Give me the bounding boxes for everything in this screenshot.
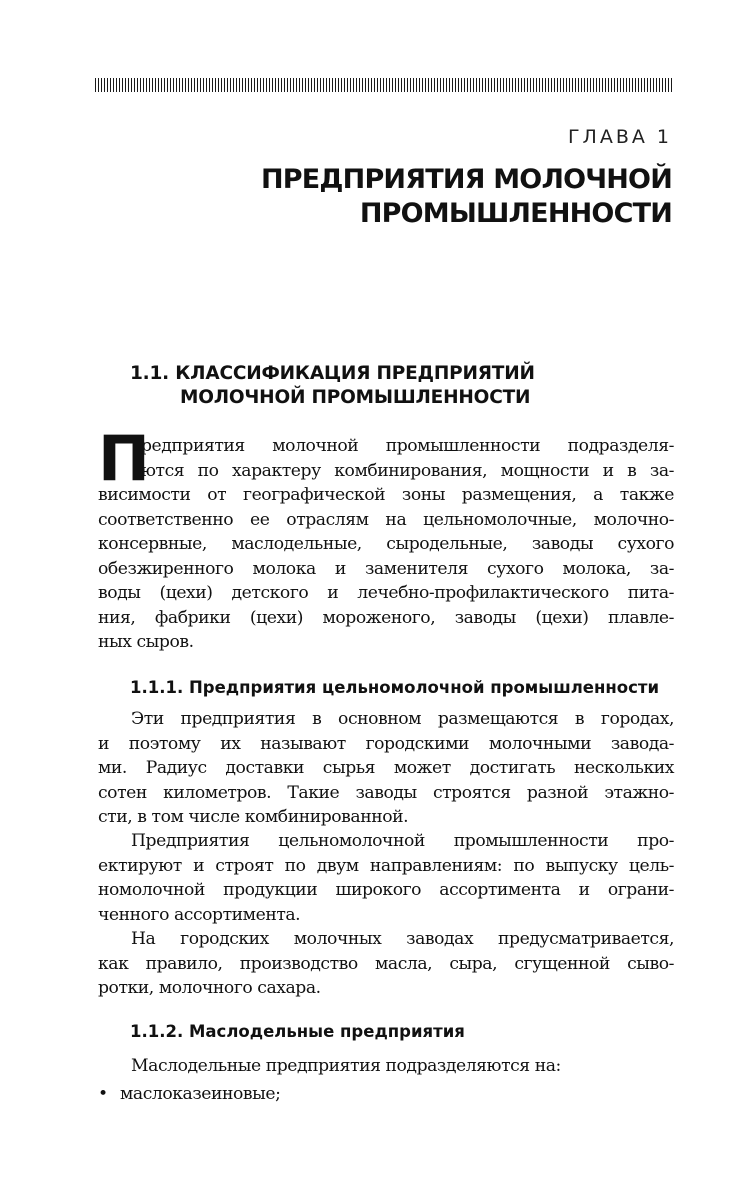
drop-cap: П xyxy=(98,422,150,495)
section-title-line-1: 1.1. КЛАССИФИКАЦИЯ ПРЕДПРИЯТИЙ xyxy=(130,363,535,384)
intro-line: висимости от географической зоны размещения, а также xyxy=(98,485,674,505)
paragraph-line: сотен километров. Такие заводы строятся разной этажно- xyxy=(98,782,674,803)
section-title-line-2: МОЛОЧНОЙ ПРОМЫШЛЕННОСТИ xyxy=(180,387,531,408)
subsection-1-paragraph-3 xyxy=(98,927,674,1001)
paragraph-line: ротки, молочного сахара. xyxy=(98,978,321,998)
header-rule xyxy=(95,78,672,92)
chapter-title-line-1: ПРЕДПРИЯТИЯ МОЛОЧНОЙ xyxy=(260,164,672,195)
intro-line: обезжиренного молока и заменителя сухого молока, за- xyxy=(98,558,674,579)
intro-paragraph xyxy=(98,422,674,655)
chapter-title-line-2: ПРОМЫШЛЕННОСТИ xyxy=(359,198,672,229)
intro-line: консервные, маслодельные, сыродельные, заводы сухого xyxy=(98,534,674,554)
paragraph-line: сти, в том числе комбинированной. xyxy=(98,807,409,827)
bullet-icon: • xyxy=(98,1084,108,1104)
list-item xyxy=(98,1082,280,1107)
paragraph-line: как правило, производство масла, сыра, сгущенной сыво- xyxy=(98,953,674,974)
paragraph-line: ми. Радиус доставки сырья может достигать нескольких xyxy=(98,758,674,778)
intro-line: соответственно ее отраслям на цельномолочные, молочно- xyxy=(98,509,674,530)
intro-line: ных сыров. xyxy=(98,632,194,652)
paragraph-line: ченного ассортимента. xyxy=(98,904,301,925)
subsection-1-paragraph-1 xyxy=(98,707,674,830)
paragraph-line: Предприятия цельномолочной промышленности про- xyxy=(131,831,674,851)
list-item-text: маслоказеиновые; xyxy=(120,1084,281,1104)
subsection-1-paragraph-2 xyxy=(98,829,674,927)
intro-line: ются по характеру комбинирования, мощности и в за- xyxy=(141,460,674,481)
subsection-1-title: 1.1.1. Предприятия цельномолочной промышленности xyxy=(130,678,660,697)
chapter-title xyxy=(192,163,672,231)
paragraph-line: и поэтому их называют городскими молочными завода- xyxy=(98,733,674,754)
intro-line: ния, фабрики (цехи) мороженого, заводы (цехи) плавле- xyxy=(98,607,674,628)
paragraph-line: Эти предприятия в основном размещаются в городах, xyxy=(131,709,674,729)
paragraph-line: Маслодельные предприятия подразделяются на: xyxy=(131,1056,561,1076)
subsection-2-title: 1.1.2. Маслодельные предприятия xyxy=(130,1022,465,1041)
paragraph-line: На городских молочных заводах предусматривается, xyxy=(131,929,674,949)
subsection-2-intro xyxy=(98,1054,674,1079)
section-title xyxy=(130,362,535,410)
intro-line: редприятия молочной промышленности подразделя- xyxy=(141,436,674,456)
paragraph-line: ектируют и строят по двум направлениям: по выпуску цель- xyxy=(98,855,674,876)
paragraph-line: номолочной продукции широкого ассортимента и ограни- xyxy=(98,880,674,900)
intro-line: воды (цехи) детского и лечебно-профилактического пита- xyxy=(98,583,674,603)
chapter-label: ГЛАВА 1 xyxy=(567,126,672,148)
